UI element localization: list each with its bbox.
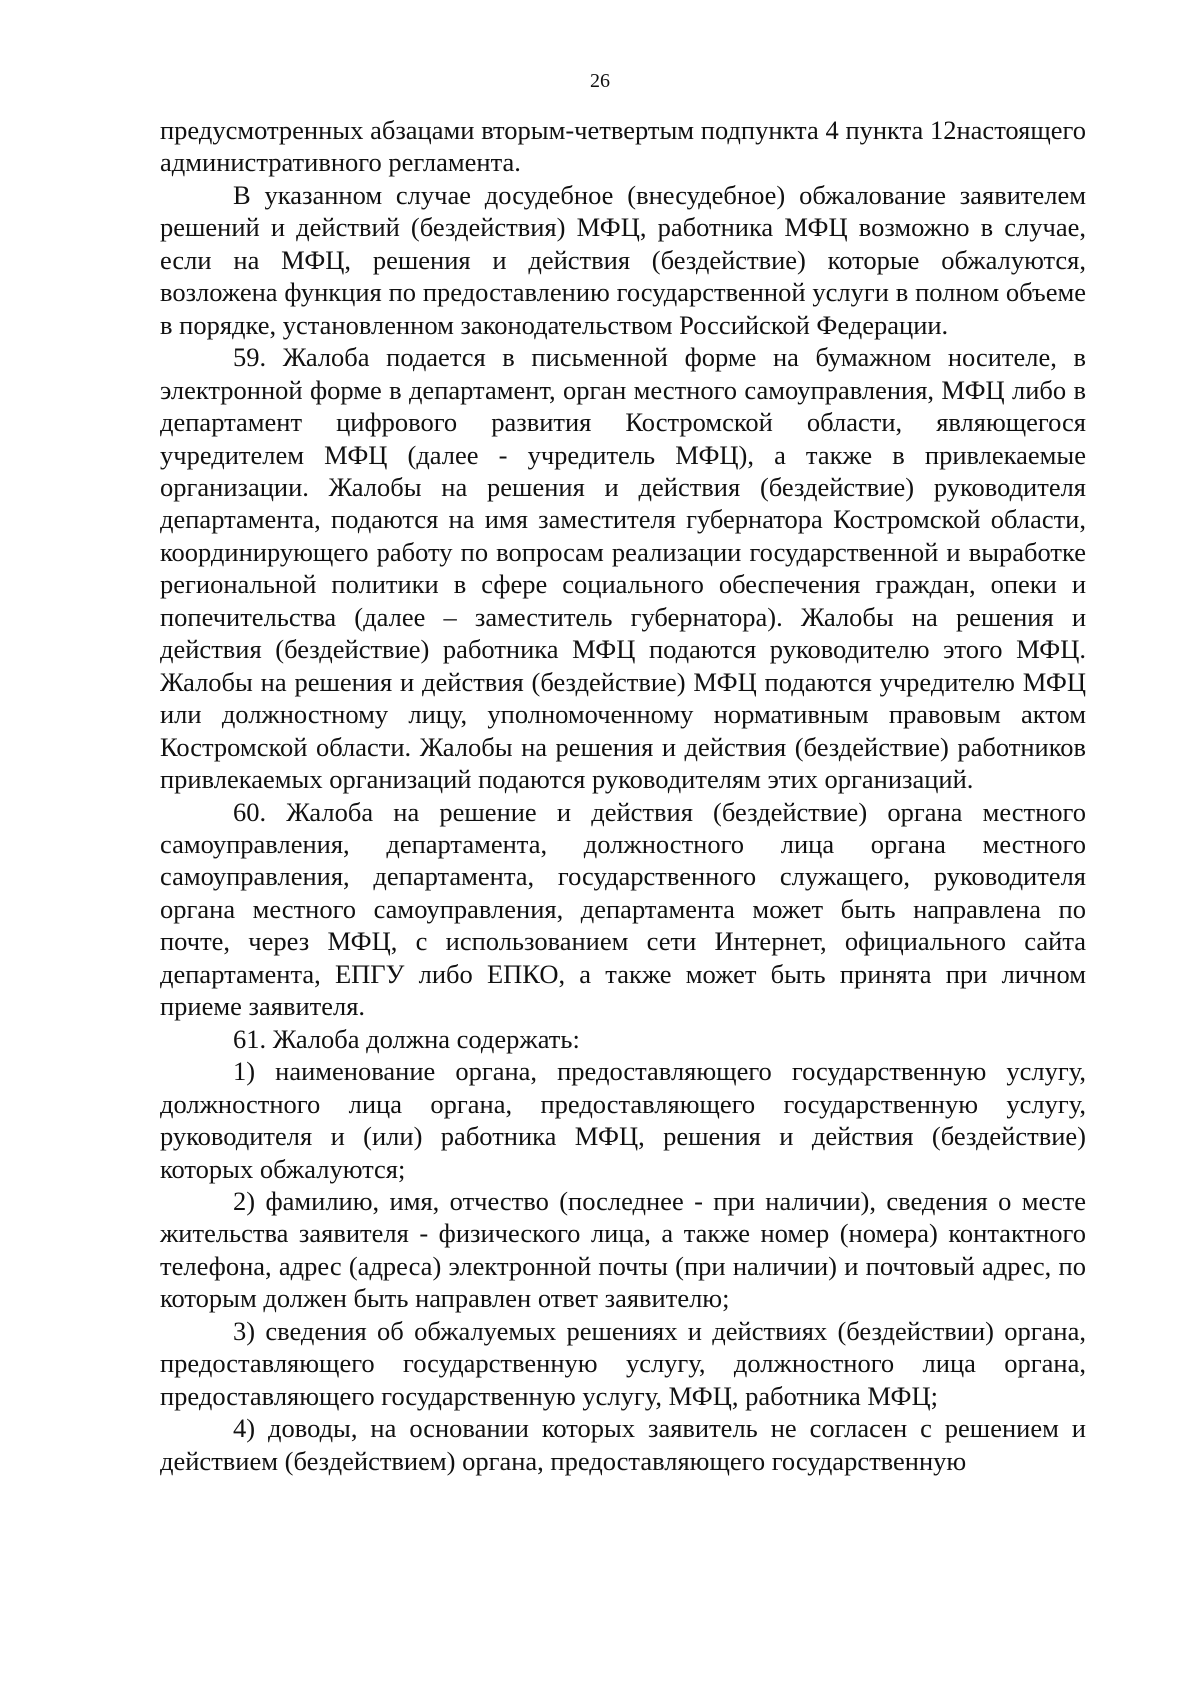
paragraph: В указанном случае досудебное (внесудебное) обжалование заявителем решений и действий (бездействия) МФЦ, работника МФЦ возможно в случае, если на МФЦ, решения и действия (бездействие) которые обжалуются, возложена функция по предоставлению государственной услуги в полном объеме в порядке, установленном законодательством Российской Федерации. xyxy=(160,179,1086,340)
paragraph-59: 59. Жалоба подается в письменной форме на бумажном носителе, в электронной форме в департамент, орган местного самоуправления, МФЦ либо в департамент цифрового развития Костромской области, являющегося учредителем МФЦ (далее - учредитель МФЦ), а также в привлекаемые организации. Жалобы на решения и действия (бездействие) руководителя департамента, подаются на имя заместителя губернатора Костромской области, координирующего работу по вопросам реализации государственной и выработке региональной политики в сфере социального обеспечения граждан, опеки и попечительства (далее – заместитель губернатора). Жалобы на решения и действия (бездействие) работника МФЦ подаются руководителю этого МФЦ. Жалобы на решения и действия (бездействие) МФЦ подаются учредителю МФЦ или должностному лицу, уполномоченному нормативным правовым актом Костромской области. Жалобы на решения и действия (бездействие) работников привлекаемых организаций подаются руководителям этих организаций. xyxy=(160,342,1086,795)
page-number: 26 xyxy=(590,70,610,92)
list-item-2: 2) фамилию, имя, отчество (последнее - при наличии), сведения о месте жительства заявителя - физического лица, а также номер (номера) контактного телефона, адрес (адреса) электронной почты (при наличии) и почтовый адрес, по которым должен быть направлен ответ заявителю; xyxy=(160,1185,1086,1314)
paragraph-continuation: предусмотренных абзацами вторым-четвертым подпункта 4 пункта 12настоящего административного регламента. xyxy=(160,115,1086,178)
document-body xyxy=(160,114,1086,1477)
paragraph-60: 60. Жалоба на решение и действия (бездействие) органа местного самоуправления, департамента, должностного лица органа местного самоуправления, департамента, государственного служащего, руководителя органа местного самоуправления, департамента может быть направлена по почте, через МФЦ, с использованием сети Интернет, официального сайта департамента, ЕПГУ либо ЕПКО, а также может быть принята при личном приеме заявителя. xyxy=(160,796,1086,1022)
list-item-1: 1) наименование органа, предоставляющего государственную услугу, должностного лица органа, предоставляющего государственную услугу, руководителя и (или) работника МФЦ, решения и действия (бездействие) которых обжалуются; xyxy=(160,1056,1086,1184)
list-item-3: 3) сведения об обжалуемых решениях и действиях (бездействии) органа, предоставляющего государственную услугу, должностного лица органа, предоставляющего государственную услугу, МФЦ, работника МФЦ; xyxy=(160,1315,1086,1411)
list-item-4: 4) доводы, на основании которых заявитель не согласен с решением и действием (бездействием) органа, предоставляющего государственную xyxy=(160,1413,1086,1476)
paragraph-61: 61. Жалоба должна содержать: xyxy=(233,1023,580,1054)
